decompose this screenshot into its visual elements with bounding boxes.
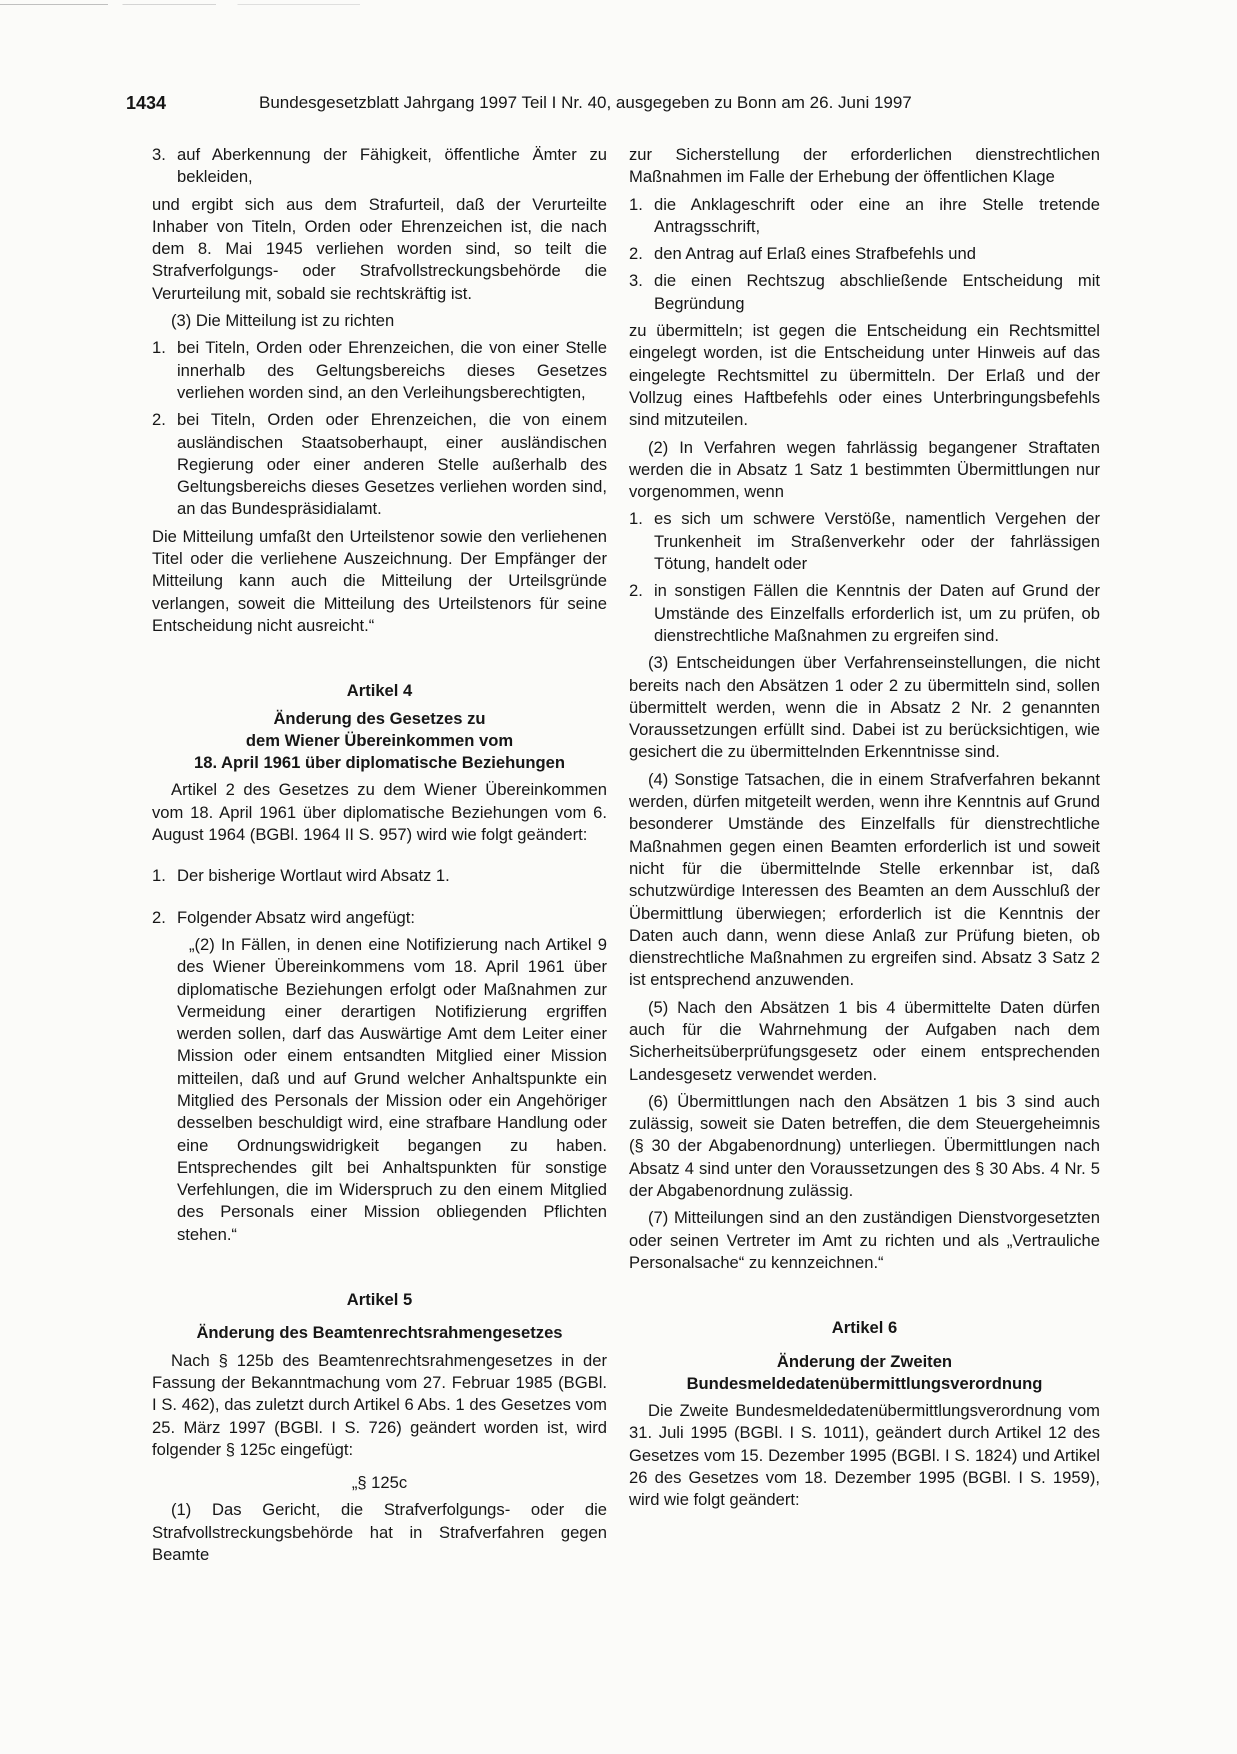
list-item — [629, 508, 1100, 575]
list-item — [629, 580, 1100, 647]
item-number: 1. — [629, 509, 643, 529]
list-item — [629, 270, 1100, 315]
page-header — [126, 92, 1006, 115]
list-item — [629, 194, 1100, 239]
list-item — [152, 337, 607, 404]
paragraph: (2) In Verfahren wegen fahrlässig begangener Straftaten werden die in Absatz 1 Satz 1 bestimmten Übermittlungen nur vorgenommen, wenn — [629, 437, 1100, 502]
item-text: die Anklageschrift oder eine an ihre Stelle tretende Antragsschrift, — [654, 194, 1100, 236]
list-item — [152, 907, 607, 929]
item-text: bei Titeln, Orden oder Ehrenzeichen, die von einem ausländischen Staatsoberhaupt, einer ausländischen Regierung oder einer anderen Stelle außerhalb des Geltungsbereichs dieses Gesetzes verliehen worden sind, an das Bundespräsidialamt. — [177, 410, 607, 519]
article-title: Änderung des Gesetzes zu — [273, 708, 486, 728]
list-item — [629, 243, 1100, 265]
paragraph: (3) Die Mitteilung ist zu richten — [171, 311, 395, 331]
item-text: den Antrag auf Erlaß eines Strafbefehls und — [654, 244, 976, 264]
item-text: in sonstigen Fällen die Kenntnis der Daten auf Grund der Umstände des Einzelfalls erforderlich ist, um zu prüfen, ob dienstrechtliche Maßnahmen zu ergreifen sind. — [654, 581, 1100, 645]
list-item — [152, 409, 607, 520]
item-text: es sich um schwere Verstöße, namentlich Vergehen der Trunkenheit im Straßenverkehr oder der fahrlässigen Tötung, handelt oder — [654, 509, 1100, 574]
item-text: auf Aberkennung der Fähigkeit, öffentliche Ämter zu bekleiden, — [177, 145, 607, 187]
article-heading: Artikel 6 — [831, 1318, 898, 1338]
paragraph: (1) Das Gericht, die Strafverfolgungs- oder die Strafvollstreckungsbehörde hat in Strafverfahren gegen Beamte — [152, 1500, 607, 1565]
item-number: 2. — [629, 244, 643, 264]
paragraph: (7) Mitteilungen sind an den zuständigen Dienstvorgesetzten oder seinen Vertreter im Amt zu richten und als „Vertrauliche Personalsache“ zu kennzeichnen.“ — [629, 1208, 1100, 1272]
paragraph: zu übermitteln; ist gegen die Entscheidung ein Rechtsmittel eingelegt worden, ist die Entscheidung unter Hinweis auf das eingelegte Rechtsmittel zu übermitteln. Der Erlaß und der Vollzug eines Haftbefehls oder eines Unterbringungsbefehls sind mitzuteilen. — [629, 321, 1100, 430]
list-item — [152, 865, 607, 887]
item-text: Folgender Absatz wird angefügt: — [177, 907, 415, 927]
item-number: 1. — [152, 866, 166, 886]
scan-artifact — [0, 4, 360, 5]
item-text: Der bisherige Wortlaut wird Absatz 1. — [177, 866, 450, 886]
item-number: 2. — [152, 410, 166, 430]
paragraph: zur Sicherstellung der erforderlichen dienstrechtlichen Maßnahmen im Falle der Erhebung der öffentlichen Klage — [629, 145, 1100, 187]
article-title: 18. April 1961 über diplomatische Beziehungen — [193, 753, 565, 773]
item-number: 2. — [152, 907, 166, 927]
paragraph: Nach § 125b des Beamtenrechtsrahmengesetzes in der Fassung der Bekanntmachung vom 27. Februar 1985 (BGBl. I S. 462), das zuletzt durch Artikel 6 Abs. 1 des Gesetzes vom 25. März 1997 (BGBl. I S. 726) geändert worden ist, wird folgender § 125c eingefügt: — [152, 1350, 607, 1459]
paragraph: Die Mitteilung umfaßt den Urteilstenor sowie den verliehenen Titel oder die verliehene Auszeichnung. Der Empfänger der Mitteilung kann auch die Mitteilung der Urteilsgründe verlangen, soweit die Mitteilung des Urteilstenors für seine Entscheidung nicht ausreicht.“ — [152, 526, 607, 635]
quoted-paragraph — [152, 934, 607, 1246]
paragraph: und ergibt sich aus dem Strafurteil, daß der Verurteilte Inhaber von Titeln, Orden oder Ehrenzeichen ist, die nach dem 8. Mai 1945 verliehen worden sind, so teilt die Strafverfolgungs- oder Strafvollstreckungsbehörde die Verurteilung mit, sobald sie rechtskräftig ist. — [152, 194, 607, 303]
section-label: „§ 125c — [351, 1473, 408, 1493]
item-text: die einen Rechtszug abschließende Entscheidung mit Begründung — [654, 271, 1100, 313]
paragraph: (4) Sonstige Tatsachen, die in einem Strafverfahren bekannt werden, dürfen mitgeteilt werden, wenn ihre Kenntnis auf Grund besonderer Umstände des Einzelfalls für dienstrechtliche Maßnahmen gegen einen Beamten erforderlich ist und soweit nicht für die übermittelnde Stelle erkennbar ist, daß schutzwürdige Interessen des Beamten an dem Ausschluß der Übermittlung überwiegen; erforderlich ist die Kenntnis der Daten auch dann, wenn diese Anlaß zur Prüfung bieten, ob dienstrechtliche Maßnahmen zu ergreifen sind. Absatz 3 Satz 2 ist entsprechend anzuwenden. — [629, 769, 1100, 990]
quote-text: „(2) In Fällen, in denen eine Notifizierung nach Artikel 9 des Wiener Übereinkommens vom 18. April 1961 über diplomatische Beziehungen erfolgt oder Maßnahmen zur Vermeidung einer derartigen Notifizierung ergriffen werden sollen, darf das Auswärtige Amt dem Leiter einer Mission oder einem entsandten Mitglied einer Mission mitteilen, daß und auf Grund welcher Anhaltspunkte ein Mitglied des Personals der Mission oder ein Angehöriger desselben beschuldigt wird, eine strafbare Handlung oder eine Ordnungswidrigkeit begangen zu haben. Entsprechendes gilt bei Anhaltspunkten für sonstige Verfehlungen, die im Widerspruch zu den einem Mitglied des Personals einer Mission obliegenden Pflichten stehen.“ — [177, 934, 607, 1244]
item-number: 3. — [152, 145, 166, 164]
paragraph: (3) Entscheidungen über Verfahrenseinstellungen, die nicht bereits nach den Absätzen 1 oder 2 zu übermitteln sind, sollen übermittelt werden, wenn die in Absatz 2 Nr. 2 genannten Voraussetzungen erfüllt sind. Dabei ist zu berücksichtigen, wie gesichert die zu übermittelnden Erkenntnisse sind. — [629, 653, 1100, 762]
item-number: 1. — [152, 338, 166, 358]
item-number: 1. — [629, 194, 643, 214]
paragraph: Artikel 2 des Gesetzes zu dem Wiener Übereinkommen vom 18. April 1961 über diplomatische Beziehungen vom 6. August 1964 (BGBl. 1964 II S. 957) wird wie folgt geändert: — [152, 780, 607, 845]
running-title: Bundesgesetzblatt Jahrgang 1997 Teil I Nr. 40, ausgegeben zu Bonn am 26. Juni 1997 — [259, 93, 912, 112]
item-number: 3. — [629, 271, 643, 291]
page-number: 1434 — [126, 93, 167, 113]
article-heading: Artikel 4 — [346, 681, 413, 701]
article-heading: Artikel 5 — [346, 1290, 413, 1310]
article-title: Änderung der Zweiten — [776, 1351, 953, 1371]
paragraph: (6) Übermittlungen nach den Absätzen 1 bis 3 sind auch zulässig, soweit sie Daten betreffen, die dem Steuergeheimnis (§ 30 der Abgabenordnung) unterliegen. Übermittlungen nach Absatz 4 sind unter den Voraussetzungen des § 30 Abs. 4 Nr. 5 der Abgabenordnung zulässig. — [629, 1091, 1100, 1201]
article-title: dem Wiener Übereinkommen vom — [245, 730, 514, 750]
left-column — [152, 144, 607, 1566]
list-item — [152, 144, 607, 189]
article-title: Bundesmeldedatenübermittlungsverordnung — [686, 1373, 1043, 1393]
item-text: bei Titeln, Orden oder Ehrenzeichen, die von einer Stelle innerhalb des Geltungsbereichs dieses Gesetzes verliehen worden sind, an den Verleihungsberechtigten, — [177, 338, 607, 402]
article-title: Änderung des Beamtenrechtsrahmengesetzes — [196, 1323, 563, 1343]
paragraph: (5) Nach den Absätzen 1 bis 4 übermittelte Daten dürfen auch für die Wahrnehmung der Aufgaben nach dem Sicherheitsüberprüfungsgesetz oder einem entsprechenden Landesgesetz verwendet werden. — [629, 997, 1100, 1084]
paragraph: Die Zweite Bundesmeldedatenübermittlungsverordnung vom 31. Juli 1995 (BGBl. I S. 1011), geändert durch Artikel 12 des Gesetzes vom 15. Dezember 1995 (BGBl. I S. 1824) und Artikel 26 des Gesetzes vom 18. Dezember 1995 (BGBl. I S. 1959), wird wie folgt geändert: — [629, 1401, 1100, 1510]
item-number: 2. — [629, 581, 643, 601]
right-column — [629, 144, 1100, 1512]
